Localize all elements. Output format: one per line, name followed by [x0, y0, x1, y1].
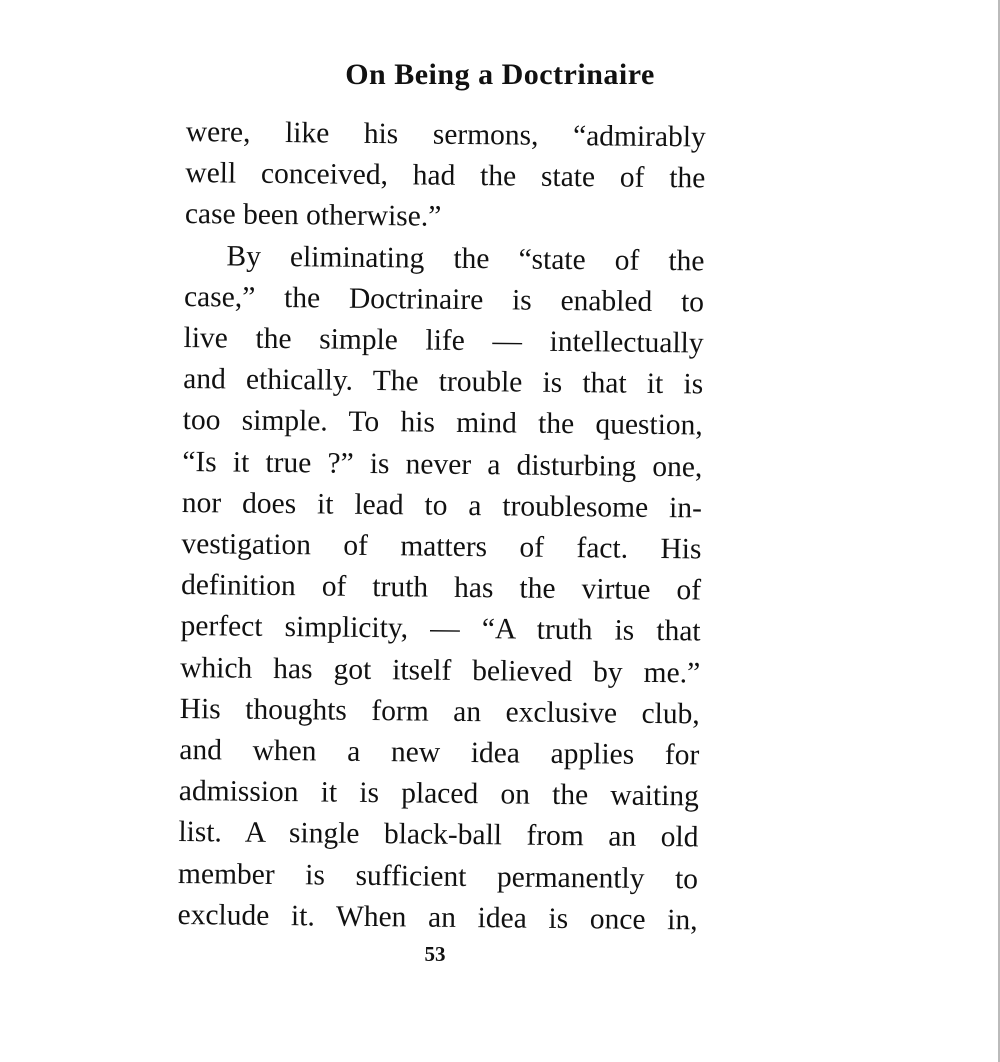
- text-line: list. A single black-ball from an old: [178, 816, 699, 854]
- text-line: perfect simplicity, — “A truth is that: [180, 610, 701, 648]
- text-line: definition of truth has the virtue of: [180, 569, 702, 607]
- text-line: By eliminating the “state of the: [226, 240, 705, 278]
- text-line: case been otherwise.”: [184, 198, 442, 234]
- text-line: and ethically. The trouble is that it is: [183, 363, 704, 401]
- paragraph: [185, 112, 706, 241]
- text-line: live the simple life — intellectually: [183, 322, 704, 360]
- text-line: member is sufficient permanently to: [177, 857, 699, 896]
- text-line: admission it is placed on the waiting: [178, 775, 700, 813]
- text-line: were, like his sermons, “admirably: [185, 115, 706, 154]
- text-line: too simple. To his mind the question,: [182, 404, 703, 442]
- text-line: exclude it. When an idea is once in,: [177, 898, 698, 937]
- text-line: well conceived, had the state of the: [185, 157, 706, 195]
- text-line: nor does it lead to a troublesome in-: [181, 486, 703, 525]
- text-line: “Is it true ?” is never a disturbing one,: [182, 445, 703, 484]
- page-number: 53: [424, 942, 446, 966]
- text-line: vestigation of matters of fact. His: [181, 528, 702, 566]
- running-head: On Being a Doctrinaire: [345, 58, 655, 91]
- text-line: which has got itself believed by me.”: [180, 651, 701, 690]
- paragraph: [177, 236, 704, 942]
- text-line: and when a new idea applies for: [179, 734, 700, 772]
- body-text: [177, 112, 706, 941]
- text-line: case,” the Doctrinaire is enabled to: [183, 280, 705, 319]
- text-line: His thoughts form an exclusive club,: [179, 692, 700, 731]
